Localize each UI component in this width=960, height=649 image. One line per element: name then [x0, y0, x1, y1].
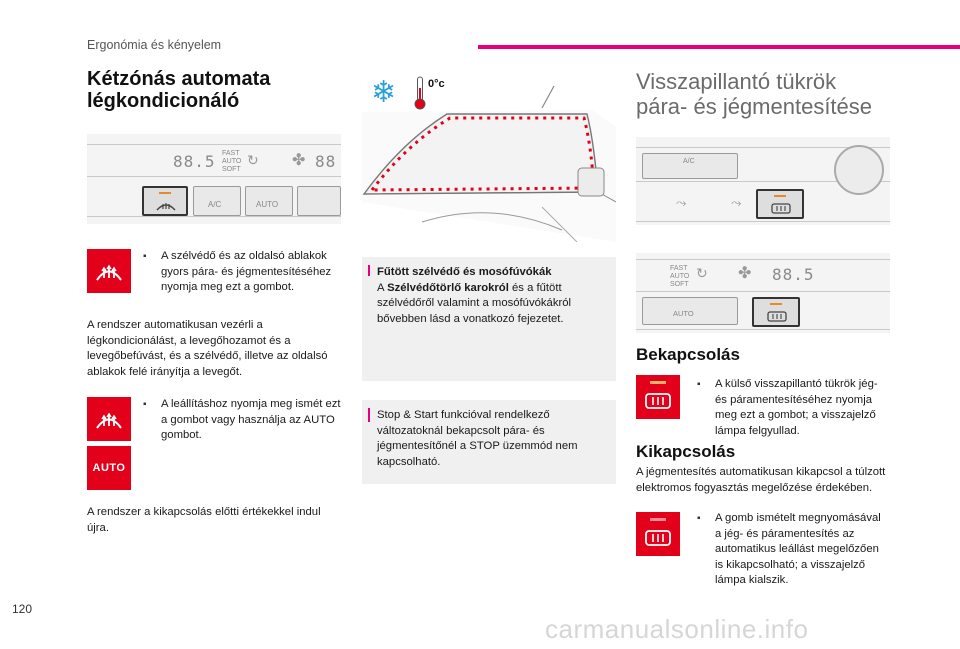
right-title: Visszapillantó tükrök pára- és jégmentesítése	[636, 69, 873, 119]
lcd-temp-right: 88	[315, 152, 337, 171]
mirror-defrost-badge-on	[636, 375, 680, 419]
control-knob[interactable]	[834, 145, 884, 195]
mirror-defrost-button-2[interactable]	[752, 297, 800, 327]
info-text: A Szélvédőtörlő karokról és a fűtött szélvédőről valamint a mosófúvókákról bővebben lásd a vonatkozó fejezetet.	[377, 281, 572, 325]
airflow-feet-icon: ⤳	[676, 195, 687, 210]
right-control-panel-1	[636, 137, 890, 225]
right-control-panel-2	[636, 253, 890, 333]
defrost-icon-badge-1	[87, 249, 131, 293]
auto-icon-badge: AUTO	[87, 446, 131, 490]
defrost-icon-badge-2	[87, 397, 131, 441]
temperature-label: 0°c	[428, 78, 445, 90]
header-accent-bar	[478, 45, 960, 49]
bullet-text: A külső visszapillantó tükrök jég- és páramentesítéséhez nyomja meg ezt a gombot; a visszajelző lámpa felgyullad.	[715, 378, 878, 437]
max-defrost-button[interactable]	[142, 186, 188, 216]
ac-button[interactable]	[193, 186, 241, 216]
fan-icon: ✤	[738, 265, 752, 282]
bullet-stop-defrost	[143, 397, 343, 444]
left-control-panel	[87, 134, 341, 224]
paragraph-restart-values: A rendszer a kikapcsolás előtti értékekkel indul újra.	[87, 506, 321, 534]
page-number: 120	[12, 602, 33, 616]
windshield-defrost-icon	[94, 407, 124, 431]
lcd-temp-r: 88.5	[772, 265, 815, 284]
recirculation-icon: ↻	[696, 265, 708, 281]
fast-auto-soft-label-r: FAST AUTO SOFT	[670, 265, 690, 288]
auto-button[interactable]	[245, 186, 293, 216]
mirror-defrost-button[interactable]	[756, 189, 804, 219]
bullet-text: A gomb ismételt megnyomásával a jég- és páramentesítés az automatikus leállást megelőzően is kikapcsolható; a visszajelző lámpa kialszik.	[715, 512, 881, 586]
windshield-defrost-icon	[155, 198, 177, 212]
auto-label: AUTO	[256, 200, 279, 209]
bullet-activate-defrost	[143, 249, 343, 296]
mirror-indicator-lamp	[774, 195, 786, 197]
auto-label-r: AUTO	[673, 309, 694, 318]
defrost-indicator-lamp	[159, 192, 171, 194]
lcd-temp-left: 88.5	[173, 152, 216, 171]
paragraph-auto-off: A jégmentesítés automatikusan kikapcsol a túlzott elektromos fogyasztás megelőzése érdekében.	[636, 466, 886, 494]
thermometer-icon	[414, 76, 426, 110]
info-box-heated-windshield	[362, 257, 616, 381]
indicator-lamp-on	[650, 381, 666, 384]
bullet-mark-icon: ▪	[697, 379, 701, 390]
bullet-text: A leállításhoz nyomja meg ismét ezt a gombot vagy használja az AUTO gombot.	[161, 398, 341, 441]
snowflake-icon: ❄	[371, 76, 397, 109]
mirror-defrost-badge-off	[636, 512, 680, 556]
watermark-text: carmanualsonline.info	[545, 614, 809, 644]
recirculation-icon: ↻	[247, 152, 259, 168]
left-title: Kétzónás automata légkondicionáló	[87, 68, 271, 112]
info-heading: Fűtött szélvédő és mosófúvókák	[377, 266, 552, 278]
right-panel-button[interactable]	[297, 186, 341, 216]
rear-defrost-icon	[644, 391, 672, 411]
bullet-mirror-on	[697, 377, 887, 439]
heading-switch-on: Bekapcsolás	[636, 345, 740, 364]
ac-button-r[interactable]	[642, 153, 738, 179]
rear-defrost-icon	[770, 201, 792, 215]
ac-label-r: A/C	[683, 158, 695, 165]
airflow-face-icon: ⤳	[731, 195, 742, 210]
rear-defrost-icon	[766, 309, 788, 323]
auto-button-r[interactable]	[642, 297, 738, 325]
paragraph-automatic-control: A rendszer automatikusan vezérli a légkondicionálást, a levegőhozamot és a levegőbefúvást, és a szélvédő, illetve az oldalsó ablakok felé irányítja a levegőt.	[87, 319, 328, 378]
bullet-mark-icon: ▪	[143, 399, 147, 410]
rear-defrost-icon	[644, 528, 672, 548]
bullet-text: A szélvédő és az oldalsó ablakok gyors pára- és jégmentesítéséhez nyomja meg ezt a gombot.	[161, 250, 332, 293]
ac-label: A/C	[208, 200, 222, 209]
windshield-defrost-icon	[94, 259, 124, 283]
info-box-stop-start	[362, 400, 616, 484]
windshield-illustration	[362, 72, 616, 242]
info-text: Stop & Start funkcióval rendelkező változatoknál bekapcsolt pára- és jégmentesítőnél a STOP üzemmód nem kapcsolható.	[377, 409, 578, 468]
bullet-mark-icon: ▪	[697, 513, 701, 524]
section-header: Ergonómia és kényelem	[87, 38, 222, 52]
info-bold-ref: Szélvédőtörlő karokról	[387, 281, 509, 294]
fan-icon: ✤	[292, 152, 306, 169]
indicator-lamp-off	[650, 518, 666, 521]
bullet-mark-icon: ▪	[143, 251, 147, 262]
fast-auto-soft-label: FAST AUTO SOFT	[222, 150, 242, 173]
mirror-indicator-lamp	[770, 303, 782, 305]
bullet-mirror-off	[697, 511, 887, 589]
heading-switch-off: Kikapcsolás	[636, 442, 736, 461]
